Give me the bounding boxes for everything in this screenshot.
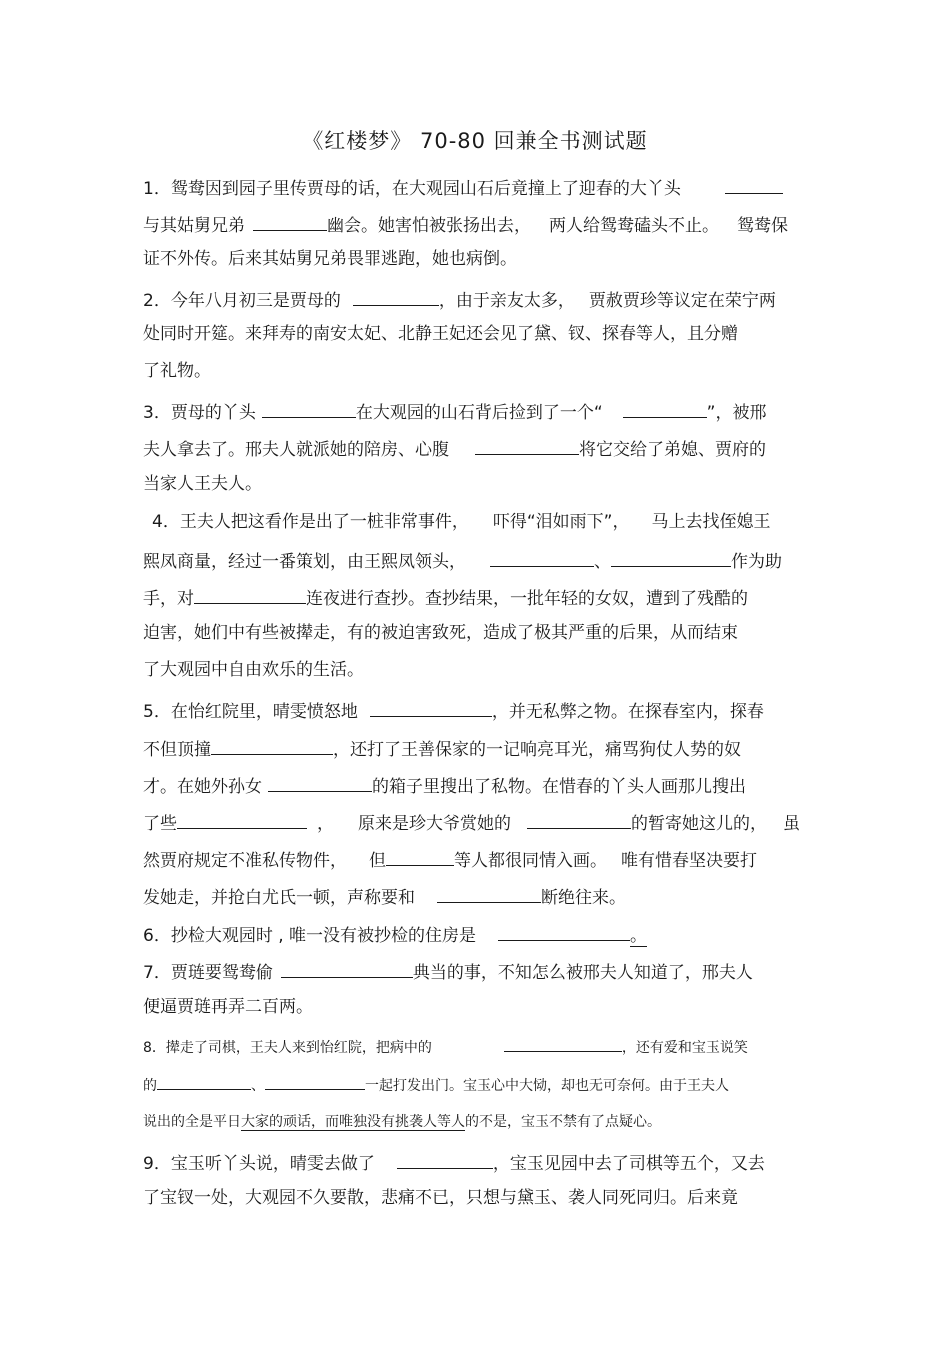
question-4-line-3: 手，对 连夜进行查抄。查抄结果，一批年轻的女奴，遭到了残酷的 <box>143 585 748 610</box>
question-3-line-1: 3．贾母的丫头 在大观园的山石背后捡到了一个“ ”，被邢 <box>143 399 766 424</box>
answer-blank[interactable] <box>475 436 579 455</box>
question-5-line-5: 然贾府规定不准私传物件， 但 等人都很同情入画。 唯有惜春坚决要打 <box>143 847 757 872</box>
answer-blank[interactable] <box>611 548 731 567</box>
answer-blank[interactable] <box>194 585 306 604</box>
question-8-line-1: 8．撵走了司棋，王夫人来到怡红院，把病中的 ，还有爱和宝玉说笑 <box>143 1036 748 1059</box>
answer-blank[interactable] <box>265 1074 365 1090</box>
page-title: 《红楼梦》 70-80 回兼全书测试题 <box>302 129 648 153</box>
question-4-line-1: 4．王夫人把这看作是出了一桩非常事件， 吓得“泪如雨下”， 马上去找侄媳王 <box>152 512 771 532</box>
answer-blank[interactable] <box>262 399 356 418</box>
answer-blank[interactable] <box>498 922 630 941</box>
answer-blank[interactable] <box>397 1150 493 1169</box>
answer-blank[interactable] <box>268 773 372 792</box>
question-9-line-1: 9．宝玉听丫头说，晴雯去做了 ，宝玉见园中去了司棋等五个，又去 <box>143 1150 765 1175</box>
question-8-line-2: 的 、 一起打发出门。宝玉心中大恸，却也无可奈何。由于王夫人 <box>143 1074 729 1097</box>
question-1-line-1: 1．鸳鸯因到园子里传贾母的话，在大观园山石后竟撞上了迎春的大丫头 <box>143 175 783 200</box>
question-1-line-2: 与其姑舅兄弟 幽会。她害怕被张扬出去， 两人给鸳鸯磕头不止。 鸳鸯保 <box>143 212 788 237</box>
question-2-line-1: 2．今年八月初三是贾母的 ，由于亲友太多， 贾赦贾珍等议定在荣宁两 <box>143 287 776 312</box>
question-7-line-1: 7．贾琏要鸳鸯偷 典当的事，不知怎么被邢夫人知道了，邢夫人 <box>143 959 753 984</box>
answer-blank[interactable] <box>490 548 594 567</box>
answer-blank[interactable] <box>177 810 307 829</box>
answer-blank[interactable] <box>253 212 327 231</box>
question-5-line-4: 了些 ， 原来是珍大爷赏她的 的暂寄她这儿的， 虽 <box>143 810 800 835</box>
question-5-line-1: 5．在怡红院里，晴雯愤怒地 ，并无私弊之物。在探春室内，探春 <box>143 698 764 723</box>
answer-blank[interactable] <box>725 175 783 194</box>
answer-blank[interactable] <box>157 1074 251 1090</box>
question-6-line-1: 6．抄检大观园时 , 唯一没有被抄检的住房是 。 <box>143 922 647 947</box>
answer-blank[interactable] <box>527 810 631 829</box>
answer-blank[interactable] <box>370 698 492 717</box>
answer-blank[interactable] <box>623 399 707 418</box>
answer-blank[interactable] <box>211 736 333 755</box>
question-4-line-4: 迫害，她们中有些被撵走，有的被迫害致死，造成了极其严重的后果，从而结束 <box>143 623 738 643</box>
question-5-line-2: 不但顶撞 ，还打了王善保家的一记响亮耳光，痛骂狗仗人势的奴 <box>143 736 741 761</box>
question-5-line-6: 发她走，并抢白尤氏一顿，声称要和 断绝往来。 <box>143 884 626 909</box>
answer-blank[interactable] <box>386 847 454 866</box>
question-1-line-3: 证不外传。后来其姑舅兄弟畏罪逃跑，她也病倒。 <box>143 249 517 269</box>
question-5-line-3: 才。在她外孙女 的箱子里搜出了私物。在惜春的丫头人画那儿搜出 <box>143 773 746 798</box>
answer-blank[interactable] <box>281 959 413 978</box>
question-8-line-3: 说出的全是平日大家的顽话，而唯独没有挑袭人等人的不是，宝玉不禁有了点疑心。 <box>143 1114 661 1130</box>
question-9-line-2: 了宝钗一处，大观园不久要散，悲痛不已，只想与黛玉、袭人同死同归。后来竟 <box>143 1188 738 1208</box>
question-4-line-2: 熙凤商量，经过一番策划，由王熙凤领头， 、 作为助 <box>143 548 782 573</box>
question-4-line-5: 了大观园中自由欢乐的生活。 <box>143 660 364 680</box>
answer-blank[interactable] <box>504 1036 622 1052</box>
question-3-line-2: 夫人拿去了。邢夫人就派她的陪房、心腹 将它交给了弟媳、贾府的 <box>143 436 766 461</box>
question-3-line-3: 当家人王夫人。 <box>143 474 262 494</box>
answer-blank[interactable] <box>353 287 439 306</box>
question-2-line-2: 处同时开筵。来拜寿的南安太妃、北静王妃还会见了黛、钗、探春等人，且分赠 <box>143 324 738 344</box>
question-7-line-2: 便逼贾琏再弄二百两。 <box>143 997 313 1017</box>
question-2-line-3: 了礼物。 <box>143 361 211 381</box>
answer-blank[interactable] <box>437 884 541 903</box>
